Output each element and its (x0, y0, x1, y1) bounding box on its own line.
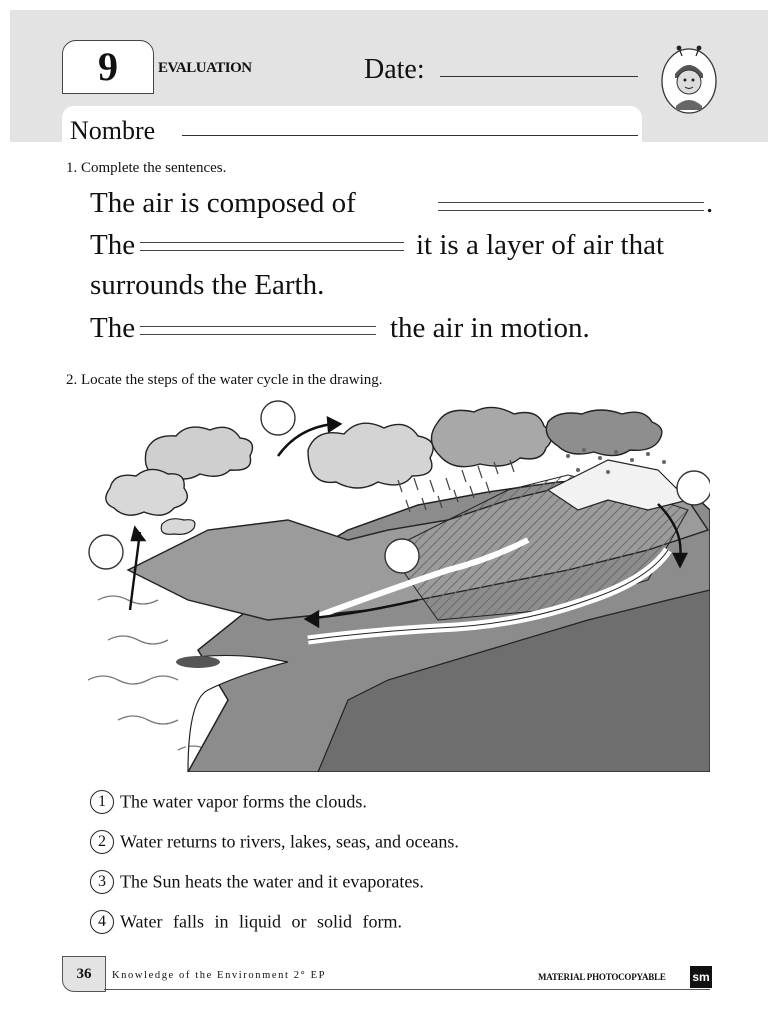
sentence2-blank[interactable] (140, 242, 404, 251)
step-1-number: 1 (90, 790, 114, 814)
unit-number-tab: 9 (62, 40, 154, 94)
name-answer-line[interactable] (182, 135, 638, 136)
sentence1-blank[interactable] (438, 202, 704, 211)
footer-rule (104, 989, 710, 990)
publisher-logo-icon: sm (690, 966, 712, 988)
step-2-number: 2 (90, 830, 114, 854)
book-title: Knowledge of the Environment 2° EP (112, 970, 327, 981)
copy-notice: MATERIAL PHOTOCOPYABLE (538, 972, 666, 982)
label-circle-precipitation[interactable] (677, 471, 710, 505)
exercise2-instruction: 2. Locate the steps of the water cycle in the drawing. (66, 372, 383, 388)
sentence3-start: The (90, 312, 136, 344)
step-3-number: 3 (90, 870, 114, 894)
label-circle-river[interactable] (385, 539, 419, 573)
step-4 (90, 910, 402, 938)
step-1 (90, 790, 367, 818)
step-1-text: The water vapor forms the clouds. (120, 791, 367, 812)
sentence3-end: the air in motion. (390, 312, 590, 344)
sentence2-end: it is a layer of air that (416, 229, 665, 261)
section-label: EVALUATION (158, 60, 252, 76)
label-circle-evaporation[interactable] (89, 535, 123, 569)
name-label: Nombre (70, 116, 156, 145)
step-3-text: The Sun heats the water and it evaporates. (120, 871, 424, 892)
page-number: 36 (62, 956, 106, 992)
sentence3-blank[interactable] (140, 326, 376, 335)
step-3 (90, 870, 424, 898)
exercise1-instruction: 1. Complete the sentences. (66, 160, 227, 176)
step-2 (90, 830, 459, 858)
sentence1-period: . (706, 187, 714, 219)
date-answer-line[interactable] (440, 76, 638, 77)
sentence2-start: The (90, 229, 136, 261)
step-4-number: 4 (90, 910, 114, 934)
label-circle-clouds[interactable] (261, 401, 295, 435)
sentence1-text: The air is composed of (90, 187, 356, 219)
water-cycle-illustration (88, 400, 710, 772)
mascot-child-icon (660, 44, 718, 114)
sentence2-continuation: surrounds the Earth. (90, 269, 325, 301)
step-2-text: Water returns to rivers, lakes, seas, and oceans. (120, 831, 459, 852)
date-label: Date: (364, 54, 425, 85)
step-4-text: Water falls in liquid or solid form. (120, 911, 403, 932)
